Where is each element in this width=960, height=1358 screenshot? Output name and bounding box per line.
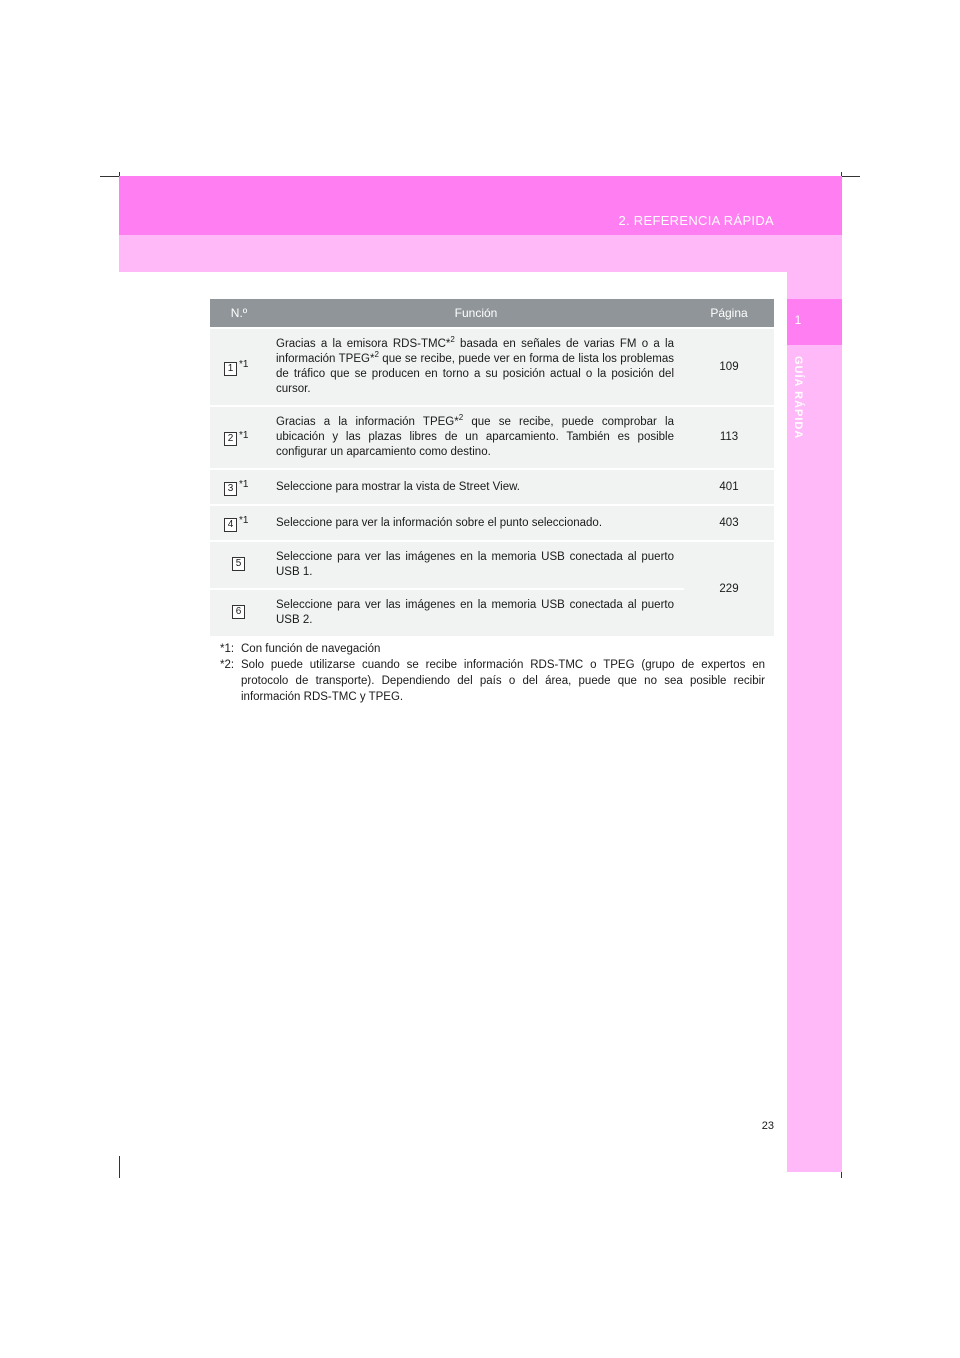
row-number bbox=[210, 328, 268, 406]
chapter-label-text: GUÍA RÁPIDA bbox=[792, 356, 804, 440]
header-page: Página bbox=[684, 299, 774, 328]
item-badge: 4 bbox=[224, 518, 237, 532]
table-row bbox=[210, 328, 774, 406]
section-title: 2. REFERENCIA RÁPIDA bbox=[618, 213, 774, 228]
crop-mark bbox=[119, 1156, 120, 1178]
row-function: Seleccione para mostrar la vista de Street View. bbox=[268, 469, 684, 505]
row-function: Seleccione para ver las imágenes en la memoria USB conectada al puerto USB 1. bbox=[268, 541, 684, 589]
footnote-mark: *2: bbox=[220, 659, 235, 671]
footnote-text: Con función de navegación bbox=[241, 643, 381, 655]
table-row bbox=[210, 406, 774, 469]
footnote-mark: *1 bbox=[239, 359, 249, 371]
table-row bbox=[210, 505, 774, 541]
row-page: 403 bbox=[684, 505, 774, 541]
row-function: Gracias a la información TPEG*$^2$ que se recibe, puede comprobar la ubicación y las plazas libres de un aparcamiento. También es posible configurar un aparcamiento como destino. bbox=[268, 406, 684, 469]
footnote-mark: *1: bbox=[220, 643, 235, 655]
section-header bbox=[119, 176, 842, 235]
header-number: N.º bbox=[210, 299, 268, 328]
row-number bbox=[210, 589, 268, 636]
footnotes bbox=[220, 641, 765, 705]
row-function: Gracias a la emisora RDS-TMC*$^2$ basada en señales de varias FM o a la información TPEG*$^2$ que se recibe, puede ver en forma de lista los problemas de tráfico que se producen en torno a su posición actual o la posición del cursor. bbox=[268, 328, 684, 406]
reference-table bbox=[210, 299, 774, 636]
row-page: 401 bbox=[684, 469, 774, 505]
row-page: 229 bbox=[684, 541, 774, 636]
chapter-number: 1 bbox=[794, 313, 802, 327]
chapter-label bbox=[787, 353, 809, 443]
row-number bbox=[210, 406, 268, 469]
item-badge: 5 bbox=[232, 557, 245, 571]
footnote-mark: *1 bbox=[239, 515, 249, 527]
table-row bbox=[210, 541, 774, 589]
row-number bbox=[210, 541, 268, 589]
chapter-tab bbox=[787, 299, 842, 345]
row-number bbox=[210, 505, 268, 541]
table-row bbox=[210, 469, 774, 505]
footnote bbox=[220, 657, 765, 705]
header-function: Función bbox=[268, 299, 684, 328]
row-number bbox=[210, 469, 268, 505]
item-badge: 3 bbox=[224, 482, 237, 496]
table-header-row bbox=[210, 299, 774, 328]
row-function: Seleccione para ver las imágenes en la memoria USB conectada al puerto USB 2. bbox=[268, 589, 684, 636]
footnote-mark: *1 bbox=[239, 479, 249, 491]
footnote bbox=[220, 641, 765, 657]
item-badge: 2 bbox=[224, 432, 237, 446]
page-number: 23 bbox=[761, 1120, 774, 1132]
section-subheader bbox=[119, 235, 842, 272]
footnote-text: Solo puede utilizarse cuando se recibe información RDS-TMC o TPEG (grupo de expertos en protocolo de transporte). Dependiendo del país o del área, puede que no sea posible recibir información RDS-TMC y TPEG. bbox=[241, 659, 765, 703]
row-function: Seleccione para ver la información sobre el punto seleccionado. bbox=[268, 505, 684, 541]
footnote-mark: *1 bbox=[239, 429, 249, 441]
row-page: 113 bbox=[684, 406, 774, 469]
item-badge: 6 bbox=[232, 605, 245, 619]
item-badge: 1 bbox=[224, 362, 237, 376]
row-page: 109 bbox=[684, 328, 774, 406]
